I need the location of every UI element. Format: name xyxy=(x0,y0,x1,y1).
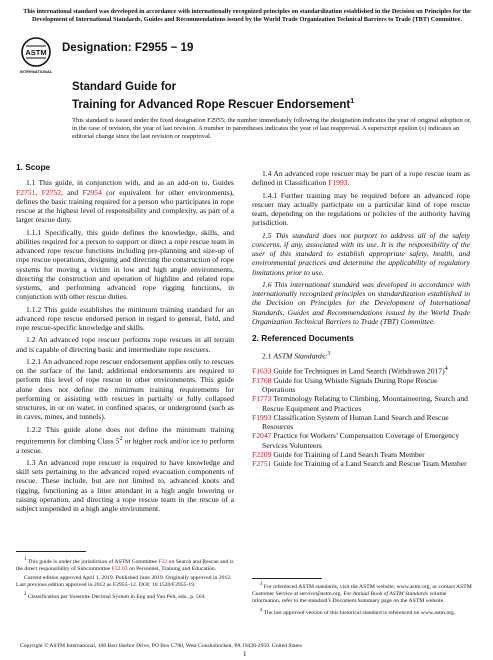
astm-standards-line xyxy=(252,349,470,361)
footnote-text: Classification per Yosemite Decimal System in Eng and Van Pelt, eds., p. 564. xyxy=(27,594,206,601)
footnote-mark: 3 xyxy=(260,582,263,587)
para-1-4 xyxy=(252,169,470,188)
ref-title: Guide for Training of Land Search Team Member xyxy=(271,449,425,459)
footnote-text: For referenced ASTM standards, visit the ASTM website, www.astm.org, or contact ASTM Customer Service at service@astm.org. For xyxy=(252,583,472,597)
left-column xyxy=(16,159,234,516)
footnote-rule-left xyxy=(16,551,86,552)
ref-link-f32[interactable]: F32 xyxy=(158,558,168,565)
para-text: (or equivalent for other environments), defines the basic training required for a person who participates in rope rescue at the highest level of responsibility and complexity, as part of a larger rescue duty. xyxy=(16,187,234,225)
list-item xyxy=(252,413,470,432)
footnote-1 xyxy=(16,556,234,573)
footnote-mark[interactable]: 2 xyxy=(119,434,123,442)
page-number: 1 xyxy=(243,650,247,658)
document-title xyxy=(72,80,354,112)
referenced-documents-heading: 2. Referenced Documents xyxy=(252,333,354,343)
ref-link-f1773[interactable]: F1773 xyxy=(252,394,272,404)
scope-heading: 1. Scope xyxy=(16,162,51,172)
ref-title: Terminology Relating to Climbing, Mountaineering, Search and Rescue Equipment and Practices xyxy=(262,394,468,413)
tbt-notice: This international standard was developed in accordance with internationally recognized principles on standardization established in the Decision on Principles for the Development of International Standards, Guides and Recommendations issued by the World Trade Organization Technical Barriers to Trade (TBT) Committee. xyxy=(23,8,471,23)
astm-standards-label: ASTM Standards: xyxy=(273,351,328,361)
para-text: 2.1 xyxy=(262,351,274,361)
ref-link-f1993-list[interactable]: F1993 xyxy=(252,412,272,422)
copyright-line: Copyright © ASTM International, 100 Barr Harbor Drive, PO Box C700, West Conshohocken, PA 19428-2959. United States xyxy=(20,643,302,649)
list-item xyxy=(252,394,470,413)
para-1-4-1: 1.4.1 Further training may be required before an advanced rope rescuer may actually participate on a particular kind of rope rescue team, depending on the regulations or policies of the authority having jurisdiction. xyxy=(252,190,470,228)
para-1-1-2: 1.1.2 This guide establishes the minimum training standard for an advanced rope rescue endorsed person in regard to general, field, and rope rescue-specific knowledge and skills. xyxy=(16,304,234,332)
para-text: 1.1 This guide, in conjunction with, and as an add-on to, Guides xyxy=(26,178,234,188)
footnote-4 xyxy=(252,607,474,617)
astm-logo xyxy=(20,36,52,76)
footnote-text: This guide is under the jurisdiction of ASTM Committee xyxy=(27,558,159,565)
para-1-3: 1.3 An advanced rope rescuer is required to have knowledge and skill sets pertaining to the advanced roped evacuation components of rescue. These include, but are not limited to, advanced knots and rigging, functioning as a litter attendant in a high angle lowering or raising operation, and directing a rope rescue team in the rescue of a subject suspended in a high angle environment. xyxy=(16,457,234,514)
ref-link-f1633[interactable]: F1633 xyxy=(252,366,272,376)
footnote-edition: Current edition approved April 1, 2019. Published June 2019. Originally approved in 2012. Last previous edition approved in 2012 as F2955–12. DOI: 10.1520/F2955-19. xyxy=(16,575,232,589)
ref-title: Guide for Training of a Land Search and Rescue Team Member xyxy=(271,459,467,469)
ref-title: Guide for Techniques in Land Search (Withdrawn 2017) xyxy=(271,366,445,376)
svg-text:ASTM: ASTM xyxy=(25,48,47,57)
footnote-mark[interactable]: 3 xyxy=(327,350,331,358)
list-item xyxy=(252,364,470,376)
ref-title: Practice for Workers’ Compensation Coverage of Emergency Services Volunteers xyxy=(262,431,460,450)
title-line-1: Standard Guide for xyxy=(72,81,177,93)
para-1-6: 1.6 This international standard was developed in accordance with internationally recognized principles on standardization established in the Decision on Principles for the Development of International Standards, Guides and Recommendations issued by the World Trade Organization Technical Barriers to Trade (TBT) Committee. xyxy=(252,279,470,326)
title-line-2 xyxy=(72,95,354,112)
footnote-mark: 2 xyxy=(24,592,27,598)
footnote-mark: 4 xyxy=(260,608,263,614)
list-item xyxy=(252,450,470,459)
para-text: 1.4 An advanced rope rescuer may be part of a rope rescue team as defined in Classification xyxy=(252,169,470,188)
footnote-text: on Personnel, Training and Education. xyxy=(127,565,217,572)
reference-list xyxy=(252,364,470,468)
footnote-mark: 1 xyxy=(24,557,27,562)
footnote-text: volume information, refer to the standard’s Document Summary page on the ASTM website. xyxy=(252,590,447,605)
designation: Designation: F2955 − 19 xyxy=(62,42,194,54)
ref-title: Guide for Using Whistle Signals During Rope Rescue Operations xyxy=(262,375,438,395)
ref-title: Classification System of Human Land Search and Rescue Resources xyxy=(262,412,449,432)
ref-link-f2751[interactable]: F2751 xyxy=(16,187,36,197)
footnote-3 xyxy=(252,581,474,605)
ref-link-f2209[interactable]: F2209 xyxy=(252,449,272,459)
ref-link-f2954[interactable]: F2954 xyxy=(82,187,102,197)
footnote-mark[interactable]: 4 xyxy=(444,365,448,373)
footnote-2 xyxy=(16,591,234,601)
para-1-5: 1.5 This standard does not purport to address all of the safety concerns, if any, associated with its use. It is the responsibility of the user of this standard to establish appropriate safety, health, and environmental practices and determine the applicability of regulatory limitations prior to use. xyxy=(252,230,470,277)
footnote-rule-right xyxy=(252,578,322,579)
title-text: Training for Advanced Rope Rescuer Endorsement xyxy=(72,98,351,111)
footnote-text-italic: Annual Book of ASTM Standards xyxy=(352,590,428,597)
para-text: or higher rock and/or ice to perform a rescue. xyxy=(16,436,235,455)
ref-link-f2047[interactable]: F2047 xyxy=(252,431,272,441)
footnote-text: on Search and Rescue and is the direct responsibility of Subcommittee xyxy=(16,558,234,572)
para-1-1-1: 1.1.1 Specifically, this guide defines the knowledge, skills, and abilities required for a person to support or direct a rope rescue team in advanced rope rescue functions including pre-planning and size-up of rope rescue operations, designing and directing the construction of rope systems for moving a victim in low and high angle environments, directing the construction and operation of highline and related rope systems, and performing advanced rope rigging functions, in conjunction with other rescue duties. xyxy=(16,227,234,302)
ref-link-f32-03[interactable]: F32.03 xyxy=(111,565,128,572)
right-column xyxy=(252,159,470,468)
title-footnote-mark[interactable]: 1 xyxy=(350,97,355,105)
footnote-text: The last approved version of this historical standard is referenced on www.astm.org. xyxy=(263,610,456,617)
list-item xyxy=(252,431,470,450)
para-text: 1.2.2 This guide alone does not define the minimum training requirements for climbing Class 5 xyxy=(16,424,234,446)
para-text: . xyxy=(347,178,350,188)
ref-link-f1993[interactable]: F1993 xyxy=(328,178,348,188)
footnotes-right xyxy=(252,581,474,619)
list-item xyxy=(252,376,470,395)
ref-link-f1768[interactable]: F1768 xyxy=(252,375,272,385)
list-item xyxy=(252,459,470,468)
para-1-2: 1.2 An advanced rope rescuer performs rope rescues in all terrain and is capable of directing basic and intermediate rope rescuers. xyxy=(16,335,234,354)
footnotes-left xyxy=(16,556,234,603)
para-1-1: 1.1 This guide, in conjunction with, and as an add-on to, Guides F2751, F2752, and F2954 (or equivalent for other environments), defines the basic training required for a person who participates in rope rescue at the highest level of responsibility and complexity, as part of a larger rescue duty. xyxy=(16,178,234,225)
svg-text:INTERNATIONAL: INTERNATIONAL xyxy=(20,69,52,74)
para-1-2-1: 1.2.1 An advanced rope rescuer endorsement applies only to rescues on the surface of the land; additional endorsements are required to perform this level of rope rescue in other environments. This guide alone does not define the minimum training requirements for performing or assisting with rescues in partially or fully collapsed structures, in or on water, in confined spaces, or underground (such as in caves, mines, and tunnels). xyxy=(16,356,234,422)
ref-link-f2752[interactable]: F2752 xyxy=(41,187,62,197)
ref-link-f2751-list[interactable]: F2751 xyxy=(252,459,272,469)
para-1-2-2 xyxy=(16,425,234,455)
issuance-note: This standard is issued under the fixed designation F2955; the number immediately following the designation indicates the year of original adoption or, in the case of revision, the year of last revision. A number in parentheses indicates the year of last reapproval. A superscript epsilon (ε) indicates an editorial change since the last revision or reapproval. xyxy=(72,117,472,141)
